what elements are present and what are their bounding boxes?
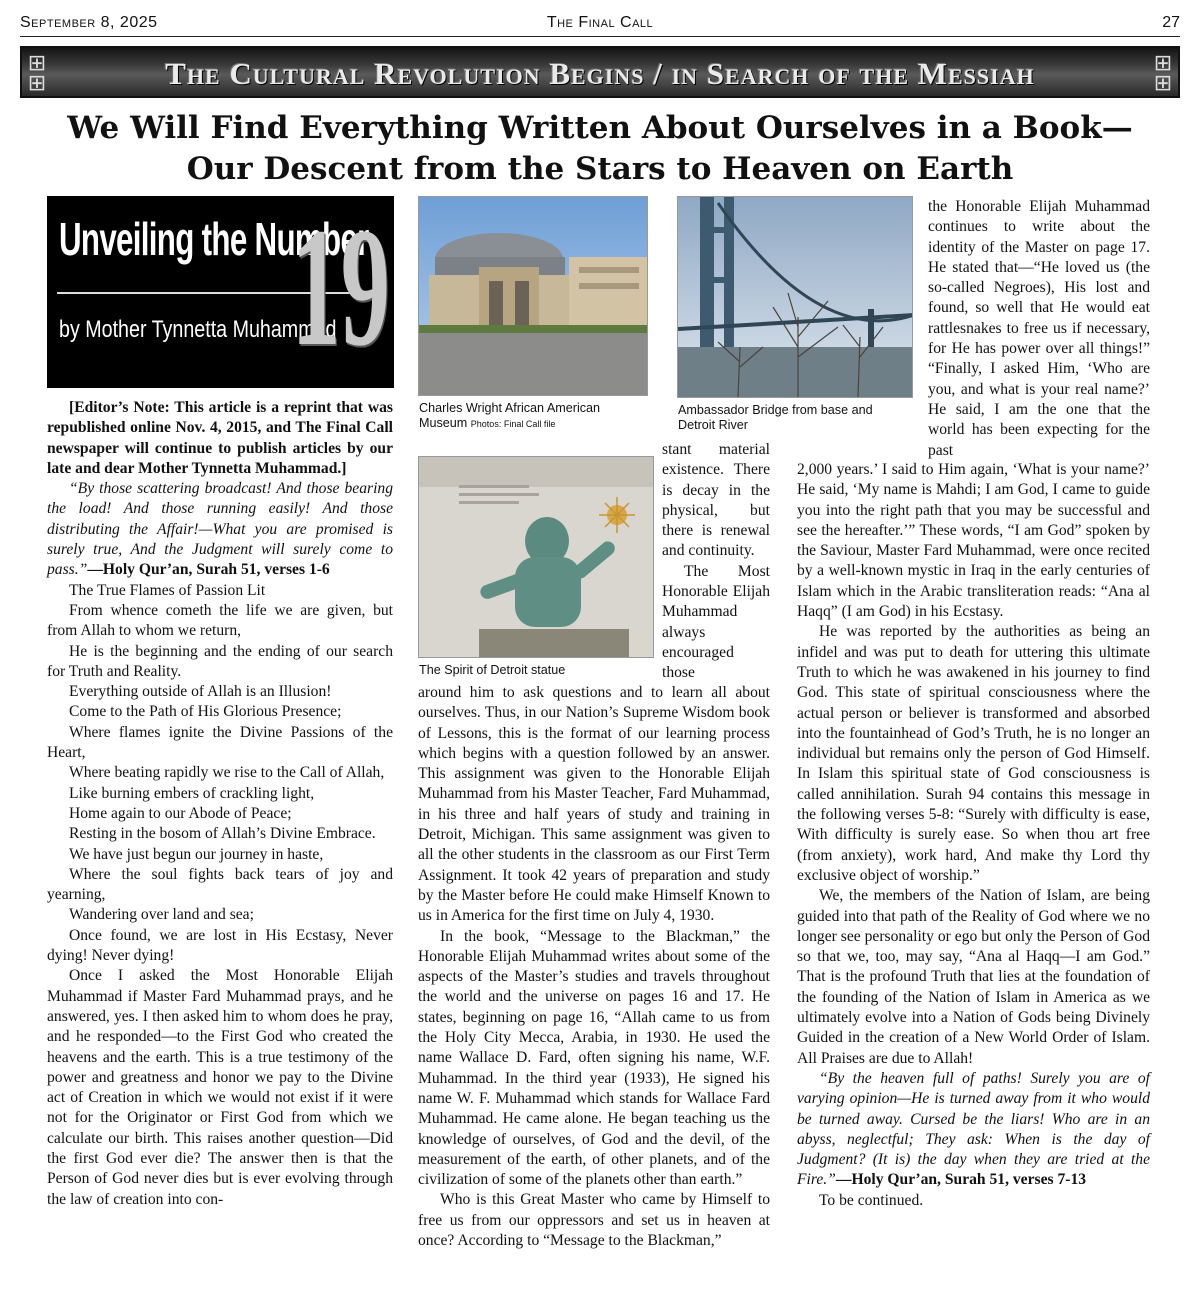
section-banner [20, 46, 1180, 98]
opening-citation: —Holy Qur’an, Surah 51, verses 1-6 [87, 561, 330, 579]
body-paragraph: around him to ask questions and to learn all about ourselves. Thus, in our Nation’s Supreme Wisdom book of Lessons, this is the format of our learning process which begins with a question followed by an answer. This assignment was given to the Honorable Elijah Muhammad from his Master Teacher, Fard Muhammad, in his three and half years of study and training in Detroit, Michigan. This same assignment was given to all the other students in the classroom as our First Term Assignment. It took 42 years of preparation and study by the Master before He could make Himself Known to us in America for the first time on July 4, 1930. [418, 684, 770, 925]
poem-line: Where beating rapidly we rise to the Call of Allah, [69, 764, 385, 782]
closing-epigraph [797, 1069, 1150, 1191]
body-paragraph: the Honorable Elijah Muhammad continues to write about the identity of the Master on page 17. He stated that—“He loved us (the so-called Negroes), His lost and found, so well that He would eat rattlesnakes to free us if necessary, for He has power over all things!” “Finally, I asked Him, ‘Who are you, and what is your real name?’ He said, I am the one that the world has been expecting for the past [928, 198, 1150, 459]
poem-line: Come to the Path of His Glorious Presence; [69, 703, 342, 721]
poem-line: Like burning embers of crackling light, [69, 784, 315, 802]
body-paragraph: Who is this Great Master who came by Himself to free us from our oppressors and set us in heaven at once? According to “Message to the Blackman,” [418, 1191, 770, 1250]
banner-ornament-right-icon: ⊞ ⊞ [1153, 51, 1173, 96]
opening-quote: “By those scattering broadcast! And those bearing the load! And those running easily! And those distributing the Affair!—What you are promised is surely true, And the Judgment will surely come to pass.” [47, 480, 393, 579]
column-2 [418, 683, 770, 1251]
poem-line: He is the beginning and the ending of our search for Truth and Reality. [47, 642, 393, 680]
column-3 [797, 460, 1150, 1211]
body-paragraph: Once I asked the Most Honorable Elijah Muhammad if Master Fard Muhammad prays, and he answered, yes. I then asked him to whom does he pray, and he responded—to the First God who created the heavens and the earth. This is a true testimony of the power and greatness and honor we pay to the Divine act of Creation in which we would not exist if it were not for the Originator or First God from which we calculate our birth. This raises another question—Did the first God ever die? The answer then is that the Person of God never dies but is ever evolving through the law of creation into con- [47, 967, 393, 1208]
museum-photo [418, 196, 648, 396]
poem-line: Where the soul fights back tears of joy and yearning, [47, 865, 393, 904]
logo-number: 19 [291, 196, 390, 381]
page-number: 27 [1162, 14, 1180, 31]
logo-title: Unveiling the Number [59, 213, 369, 265]
article-headline [20, 108, 1180, 190]
continued-note: To be continued. [819, 1191, 924, 1209]
closing-citation: —Holy Qur’an, Surah 51, verses 7-13 [835, 1171, 1087, 1189]
folio-rule [20, 36, 1180, 37]
banner-ornament-left-icon: ⊞ ⊞ [27, 51, 47, 96]
body-paragraph: stant material existence. There is decay in the physical, but there is renewal and continuity. [662, 441, 770, 560]
museum-caption-text: Charles Wright African American Museum [419, 401, 601, 430]
poem-line: Where flames ignite the Divine Passions of the Heart, [47, 723, 393, 762]
body-paragraph: He was reported by the authorities as being an infidel and was put to death for uttering this ultimate Truth to which he was awakened in his journey to find God. This state of spiritual consciousness where the actual person or believer is transformed and absorbed into the fountainhead of God’s Truth, he is no longer an individual but remains only the person of God Himself. In Islam this spiritual state of God consciousness is called annihilation. Surah 94 contains this message in the following verses 5-8: “Surely with difficulty is ease, With difficulty is surely ease. So when thou art free (from anxiety), work hard, And make thy Lord thy exclusive object of worship.” [797, 623, 1150, 884]
poem-line: Home again to our Abode of Peace; [69, 804, 292, 822]
statue-caption-text: The Spirit of Detroit statue [419, 663, 566, 677]
editor-note: [Editor’s Note: This article is a reprint that was republished online Nov. 4, 2015, and The Final Call newspaper will continue to publish articles by our late and dear Mother Tynnetta Muhammad.] [47, 399, 393, 477]
bridge-photo [677, 196, 913, 398]
paper-name: The Final Call [546, 14, 654, 31]
column-logo [47, 196, 394, 388]
statue-image [419, 457, 654, 658]
opening-epigraph [47, 479, 393, 580]
poem-line: Once found, we are lost in His Ecstasy, Never dying! Never dying! [47, 926, 393, 965]
logo-byline: by Mother Tynnetta Muhammad [59, 316, 337, 343]
museum-image [419, 197, 648, 396]
bridge-caption [678, 403, 912, 433]
body-paragraph: 2,000 years.’ I said to Him again, ‘What is your name?’ He said, ‘My name is Mahdi; I am God, I came to guide you into the right path that you may be successful and see the hereafter.’” These words, “I am God” spoken by the Saviour, Master Fard Muhammad, were once recited by a well-known mystic in Iraq in the early centuries of Islam which in the Arabic transliteration reads: “Ana al Haqq” (I am God) in his Ecstasy. [797, 461, 1150, 621]
statue-photo [418, 456, 654, 658]
poem-line: From whence cometh the life we are given, but from Allah to whom we return, [47, 601, 393, 640]
body-paragraph: We, the members of the Nation of Islam, are being guided into that path of the Reality of God where we no longer see personality or ego but only the Person of God so that we, too, may say, “Ana al Haqq—I am God.” That is the profound Truth that lies at the foundation of the founding of the Nation of Islam in America as we ultimately evolve into a Nation of Gods being Divinely Guided in the creation of a New World Order of Islam. All Praises are due to Allah! [797, 887, 1150, 1067]
poem-line: Resting in the bosom of Allah’s Divine Embrace. [69, 825, 376, 843]
page-folio [20, 14, 1180, 36]
column-3-narrow [928, 197, 1150, 461]
poem-line: Wandering over land and sea; [69, 906, 254, 924]
column-1 [47, 398, 393, 1210]
headline-line-1: We Will Find Everything Written About Ourselves in a Book— [67, 110, 1133, 146]
museum-caption [419, 401, 651, 432]
issue-date: September 8, 2025 [20, 14, 158, 31]
poem-line: Everything outside of Allah is an Illusion! [69, 683, 332, 701]
body-paragraph: The Most Honorable Elijah Muhammad always encouraged those [662, 562, 770, 682]
closing-quote: “By the heaven full of paths! Surely you are of varying opinion—He is turned away from it who would be turned away. Cursed be the liars! Who are in an abyss, neglectful; They ask: When is the day of Judgment? (It is) the day when they are tried at the Fire.” [797, 1069, 1150, 1189]
statue-caption [419, 663, 655, 678]
body-paragraph: In the book, “Message to the Blackman,” the Honorable Elijah Muhammad writes about some of the aspects of the Master’s studies and travels throughout the world and the universe on pages 16 and 17. He states, beginning on page 16, “Allah came to us from the Holy City Mecca, Arabia, in 1930. He used the name Wallace D. Fard, often signing his name, W.F. Muhammad. In the third year (1933), He signed his name W. F. Muhammad which stands for Wallace Fard Muhammad. He came alone. He began teaching us the knowledge of ourselves, of God and the devil, of the measurement of the earth, of other planets, and of the civilization of some of the planets other than earth.” [418, 927, 770, 1189]
photo-credit: Photos: Final Call file [470, 419, 556, 429]
column-2-narrow [662, 440, 770, 684]
poem-line: The True Flames of Passion Lit [69, 581, 266, 599]
banner-title: The Cultural Revolution Begins / in Search of the Messiah [165, 56, 1035, 91]
headline-line-2: Our Descent from the Stars to Heaven on Earth [186, 151, 1014, 187]
bridge-image [678, 197, 913, 398]
poem-line: We have just begun our journey in haste, [69, 845, 324, 863]
bridge-caption-text: Ambassador Bridge from base and Detroit River [678, 403, 873, 432]
